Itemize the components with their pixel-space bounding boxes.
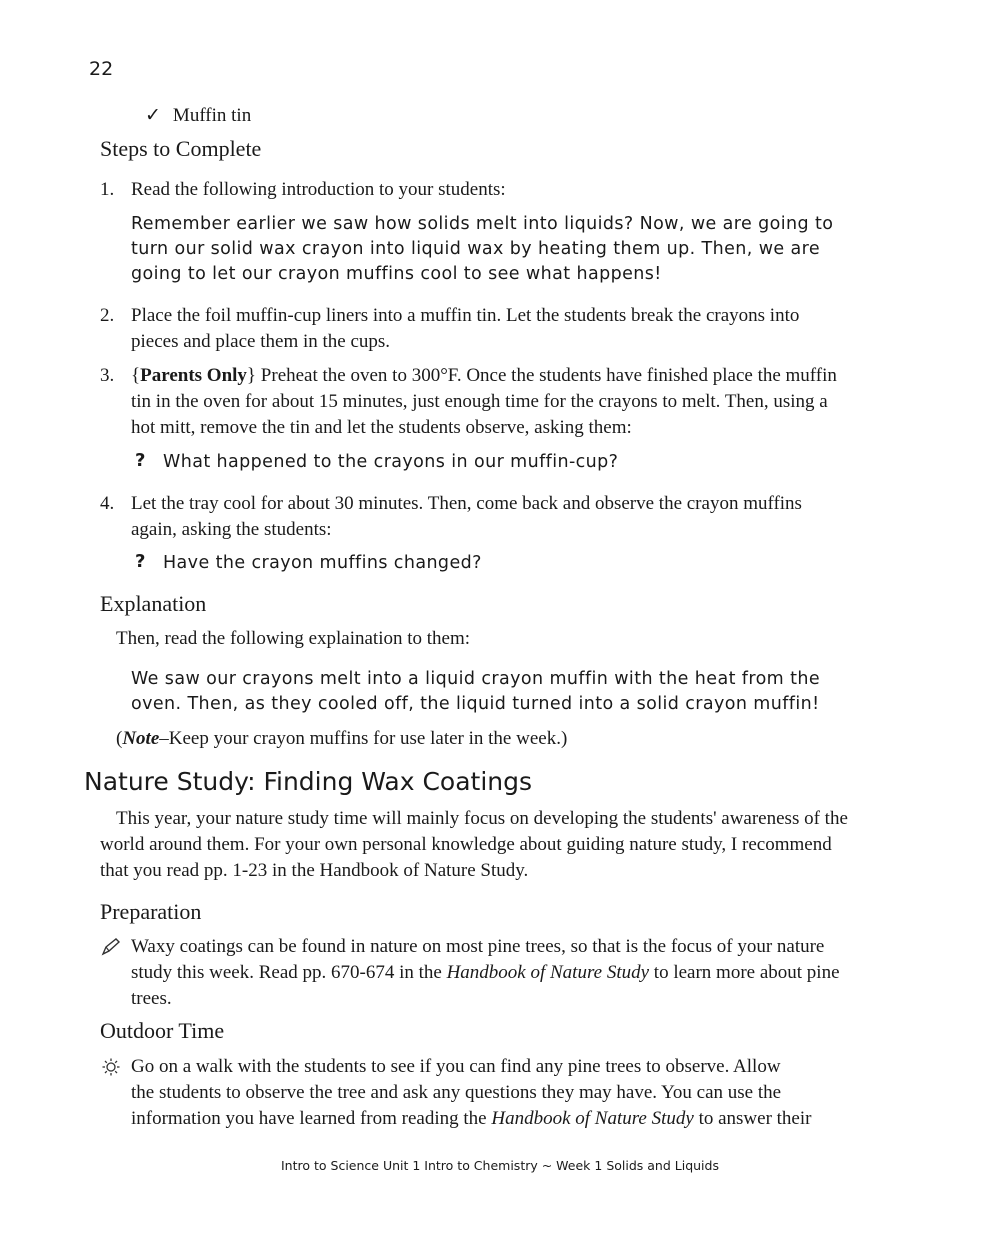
step1-callout-line2: turn our solid wax crayon into liquid wax by heating them up. Then, we are xyxy=(131,239,821,259)
explanation-intro: Then, read the following explaination to them: xyxy=(116,628,471,649)
nature-study-line1: This year, your nature study time will mainly focus on developing the students' awareness of the xyxy=(116,808,848,829)
check-icon: ✓ xyxy=(145,105,161,126)
step3-line1 xyxy=(131,363,837,389)
handbook-title: Handbook of Nature Study xyxy=(446,962,650,983)
preparation-line1: Waxy coatings can be found in nature on most pine trees, so that is the focus of your nature xyxy=(131,936,825,957)
step4-question: Have the crayon muffins changed? xyxy=(163,553,482,573)
preparation-line2 xyxy=(131,960,840,986)
outdoor-heading: Outdoor Time xyxy=(100,1018,225,1043)
preparation-line2-pre: study this week. Read pp. 670-674 in the xyxy=(131,962,447,983)
page-number: 22 xyxy=(89,58,114,80)
materials-item-text: Muffin tin xyxy=(172,105,252,126)
step1-callout-line1: Remember earlier we saw how solids melt into liquids? Now, we are going to xyxy=(131,214,834,234)
explanation-note xyxy=(116,726,567,752)
explanation-heading: Explanation xyxy=(100,591,207,616)
step3-parents-only: Parents Only xyxy=(140,365,247,386)
step1-number: 1. xyxy=(100,179,115,200)
step1-text: Read the following introduction to your students: xyxy=(131,179,506,200)
outdoor-line3 xyxy=(131,1106,811,1132)
step3-line1-rest: Preheat the oven to 300°F. Once the students have finished place the muffin xyxy=(256,365,837,386)
step2-number: 2. xyxy=(100,305,115,326)
step2-line2: pieces and place them in the cups. xyxy=(131,331,391,352)
question-mark-icon: ? xyxy=(135,450,146,471)
handbook-title: Handbook of Nature Study xyxy=(491,1108,694,1129)
explanation-callout-line1: We saw our crayons melt into a liquid crayon muffin with the heat from the xyxy=(131,669,821,689)
steps-heading: Steps to Complete xyxy=(100,136,262,161)
step3-line3: hot mitt, remove the tin and let the students observe, asking them: xyxy=(131,417,632,438)
preparation-heading: Preparation xyxy=(100,899,202,924)
step3-brace-close: } xyxy=(246,365,257,386)
page-footer: Intro to Science Unit 1 Intro to Chemistry ~ Week 1 Solids and Liquids xyxy=(281,1158,719,1173)
materials-item xyxy=(145,103,251,129)
step1-callout-line3: going to let our crayon muffins cool to see what happens! xyxy=(131,264,662,284)
step4-line1: Let the tray cool for about 30 minutes. Then, come back and observe the crayon muffins xyxy=(131,493,802,514)
pencil-icon xyxy=(100,936,122,958)
note-text: –Keep your crayon muffins for use later in the week.) xyxy=(159,728,568,749)
preparation-line3: trees. xyxy=(131,988,172,1009)
nature-study-title: Nature Study: Finding Wax Coatings xyxy=(84,767,533,796)
preparation-line2-post: to learn more about pine xyxy=(649,962,840,983)
question-mark-icon: ? xyxy=(135,551,146,572)
outdoor-line3-pre: information you have learned from reading the xyxy=(131,1108,492,1129)
step3-line2: tin in the oven for about 15 minutes, just enough time for the crayons to melt. Then, using a xyxy=(131,391,828,412)
step3-number: 3. xyxy=(100,365,115,386)
step2-line1: Place the foil muffin-cup liners into a muffin tin. Let the students break the crayons into xyxy=(131,305,800,326)
step4-number: 4. xyxy=(100,493,115,514)
note-open-paren: ( xyxy=(116,728,123,749)
step3-question: What happened to the crayons in our muffin-cup? xyxy=(163,452,619,472)
nature-study-line3: that you read pp. 1-23 in the Handbook of Nature Study. xyxy=(100,860,529,881)
nature-study-line2: world around them. For your own personal knowledge about guiding nature study, I recommend xyxy=(100,834,832,855)
sun-icon xyxy=(102,1058,120,1076)
outdoor-line2: the students to observe the tree and ask any questions they may have. You can use the xyxy=(131,1082,782,1103)
outdoor-line3-post: to answer their xyxy=(693,1108,812,1129)
explanation-callout-line2: oven. Then, as they cooled off, the liquid turned into a solid crayon muffin! xyxy=(131,694,820,714)
step4-line2: again, asking the students: xyxy=(131,519,332,540)
outdoor-line1: Go on a walk with the students to see if you can find any pine trees to observe. Allow xyxy=(131,1056,781,1077)
step3-brace-open: { xyxy=(131,365,141,386)
note-label: Note xyxy=(122,728,160,749)
